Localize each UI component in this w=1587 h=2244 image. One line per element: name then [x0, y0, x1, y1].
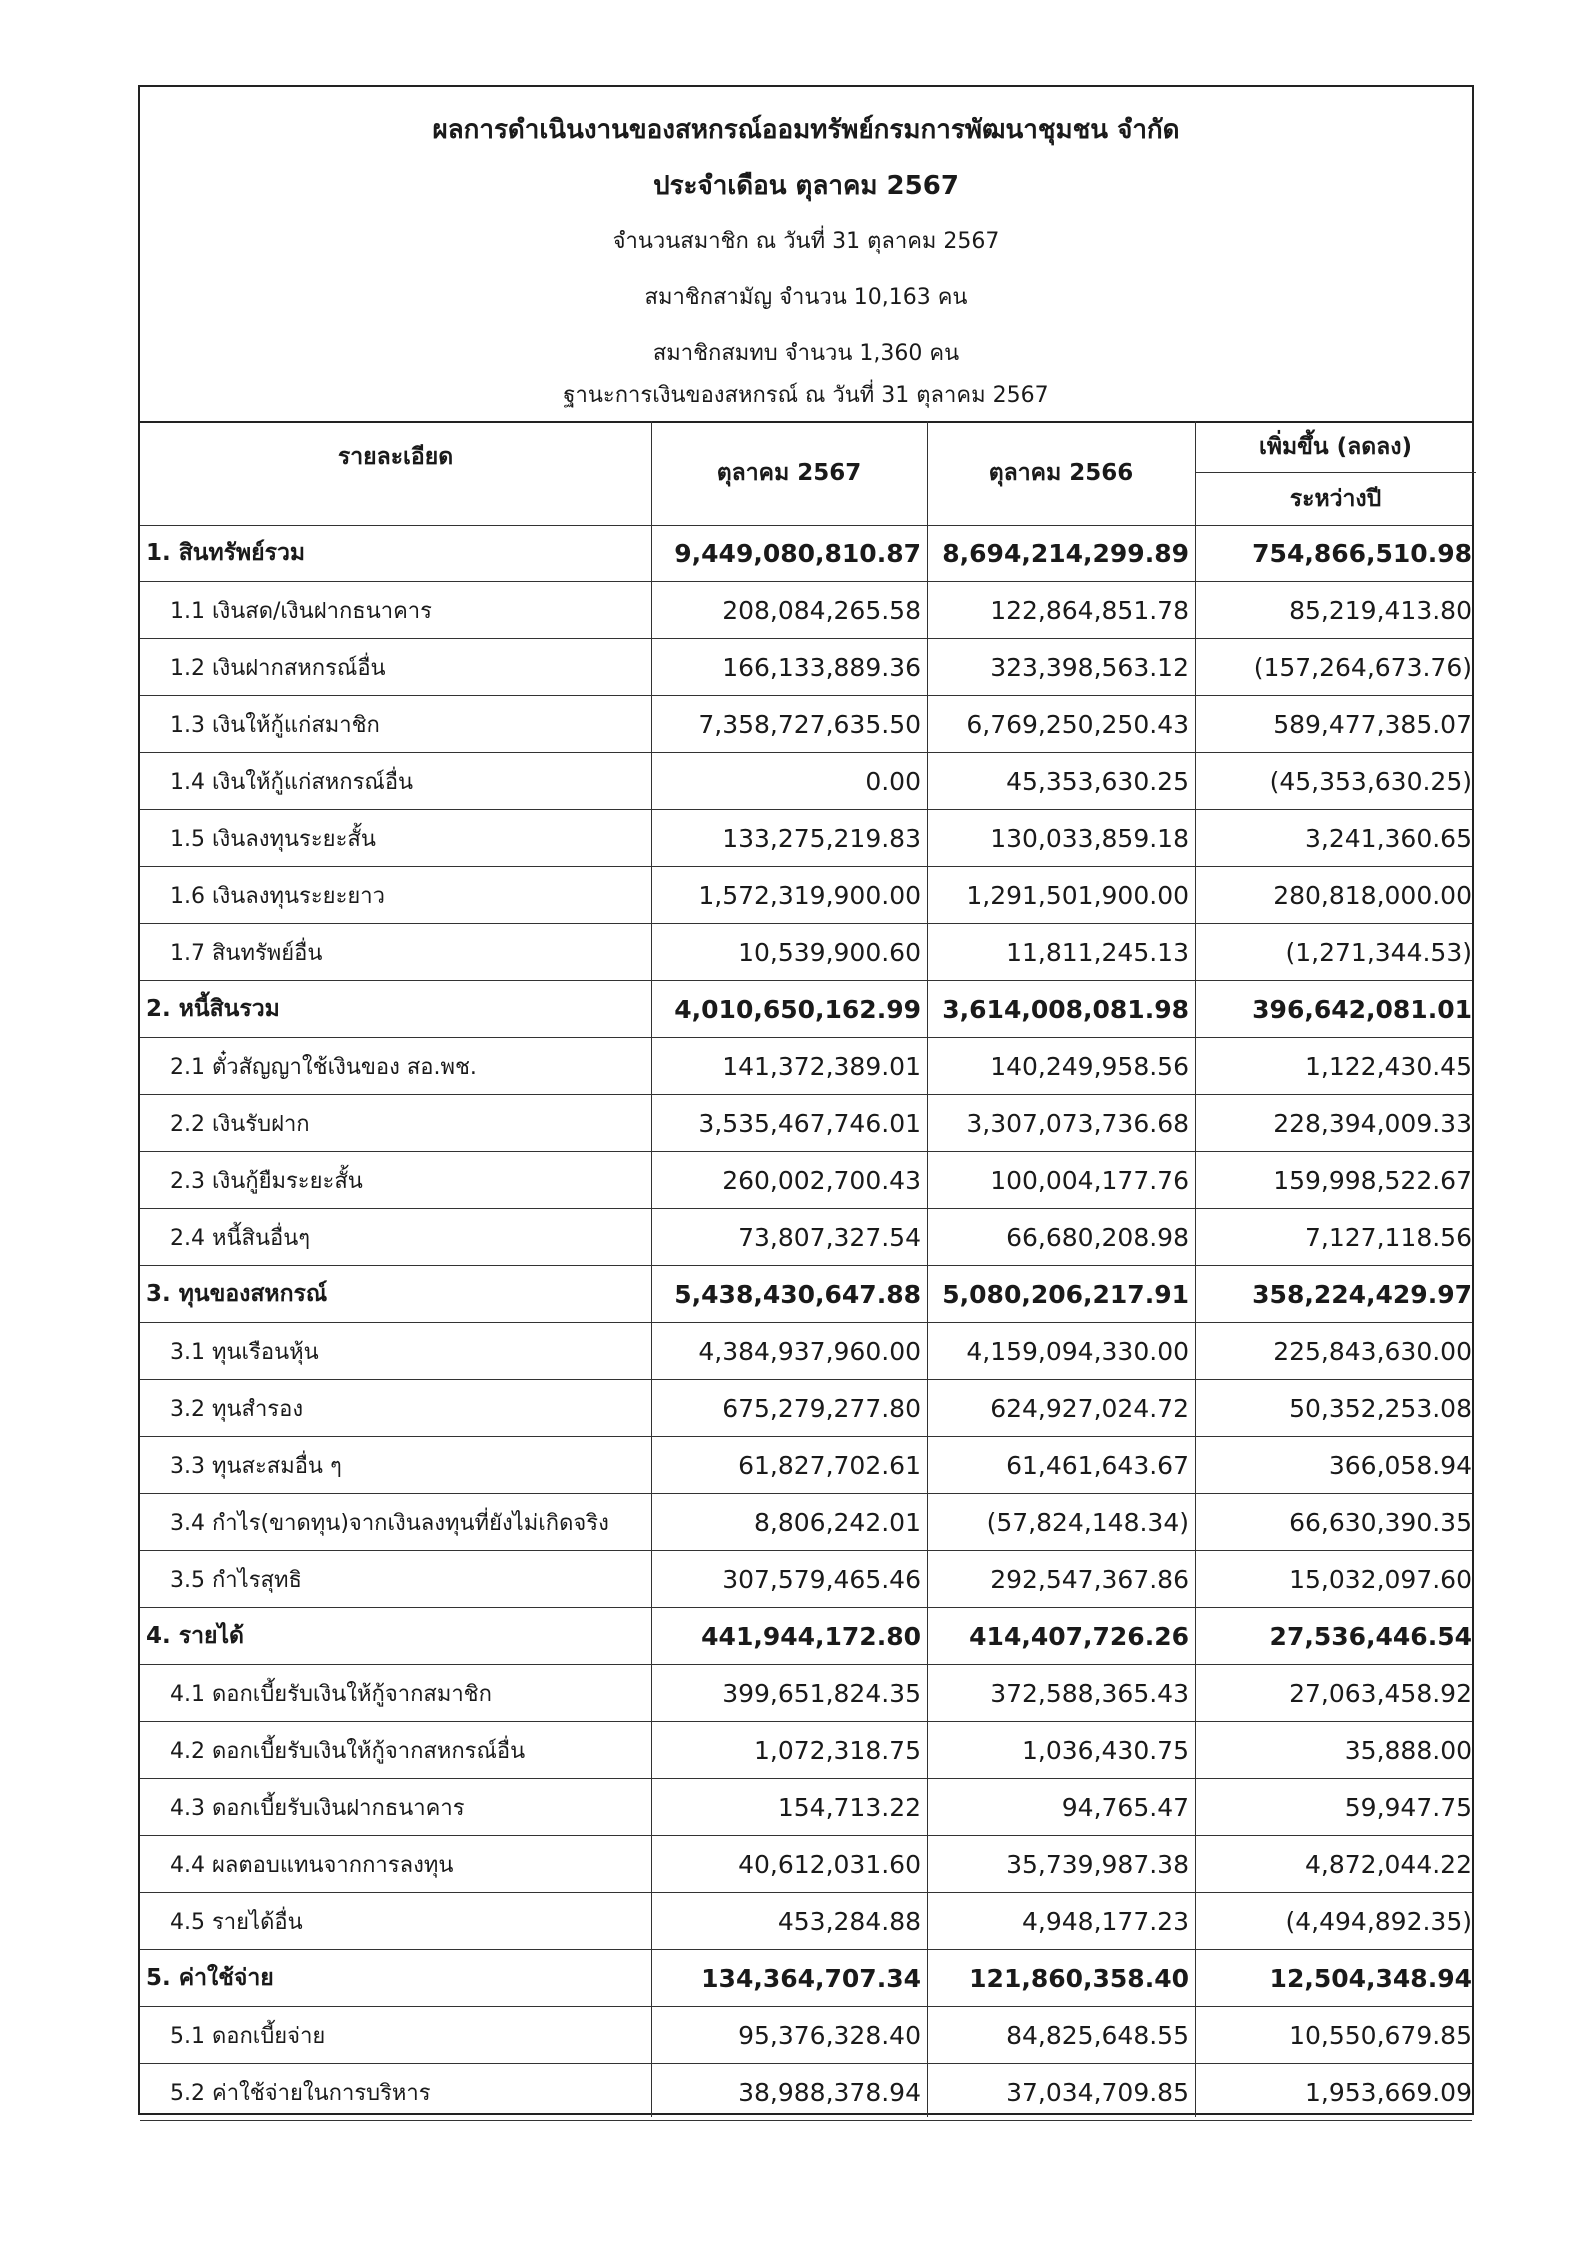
- row-label: 2.3 เงินกู้ยืมระยะสั้น: [170, 1168, 363, 1194]
- cell-previous: 3,307,073,736.68: [966, 1108, 1189, 1138]
- cell-current: 95,376,328.40: [738, 2020, 921, 2050]
- row-label: 4. รายได้: [146, 1623, 244, 1649]
- row-label: 2.1 ตั๋วสัญญาใช้เงินของ สอ.พช.: [170, 1054, 477, 1080]
- cell-previous: 11,811,245.13: [1006, 937, 1189, 967]
- associate-members: สมาชิกสมทบ จำนวน 1,360 คน: [652, 341, 960, 366]
- row-label: 1.4 เงินให้กู้แก่สหกรณ์อื่น: [170, 769, 414, 795]
- cell-change: 366,058.94: [1328, 1450, 1472, 1480]
- cell-previous: 140,249,958.56: [990, 1051, 1189, 1081]
- financial-status-date: ฐานะการเงินของสหกรณ์ ณ วันที่ 31 ตุลาคม 2567: [563, 383, 1049, 408]
- cell-change: 1,122,430.45: [1305, 1051, 1472, 1081]
- cell-change: 7,127,118.56: [1305, 1222, 1472, 1252]
- table-row: [140, 696, 1472, 753]
- cell-change: 66,630,390.35: [1289, 1507, 1472, 1537]
- table-row: [140, 1551, 1472, 1608]
- table-row: [140, 1836, 1472, 1893]
- table-row: [140, 810, 1472, 867]
- cell-previous: 66,680,208.98: [1006, 1222, 1189, 1252]
- row-label: 1.7 สินทรัพย์อื่น: [170, 940, 323, 966]
- row-label: 3.2 ทุนสำรอง: [170, 1396, 304, 1422]
- column-divider: [1195, 421, 1196, 2117]
- cell-current: 208,084,265.58: [722, 595, 921, 625]
- cell-change: 27,536,446.54: [1269, 1621, 1472, 1651]
- cell-change: 15,032,097.60: [1289, 1564, 1472, 1594]
- cell-change: 358,224,429.97: [1252, 1279, 1472, 1309]
- cell-current: 134,364,707.34: [701, 1963, 921, 1993]
- cell-current: 61,827,702.61: [738, 1450, 921, 1480]
- cell-previous: 624,927,024.72: [990, 1393, 1189, 1423]
- cell-current: 5,438,430,647.88: [674, 1279, 921, 1309]
- table-row: [140, 1038, 1472, 1095]
- cell-current: 7,358,727,635.50: [698, 709, 921, 739]
- row-label: 2. หนี้สินรวม: [146, 996, 280, 1022]
- report-period: ประจำเดือน ตุลาคม 2567: [653, 171, 959, 201]
- table-row: [140, 1266, 1472, 1323]
- cell-current: 8,806,242.01: [754, 1507, 921, 1537]
- cell-current: 38,988,378.94: [738, 2077, 921, 2107]
- row-label: 5.2 ค่าใช้จ่ายในการบริหาร: [170, 2080, 431, 2106]
- cell-current: 441,944,172.80: [701, 1621, 921, 1651]
- column-divider: [651, 421, 652, 2117]
- ordinary-members: สมาชิกสามัญ จำนวน 10,163 คน: [644, 285, 968, 310]
- table-row: [140, 2064, 1472, 2121]
- cell-change: (1,271,344.53): [1285, 937, 1472, 967]
- cell-change: 50,352,253.08: [1289, 1393, 1472, 1423]
- cell-current: 453,284.88: [777, 1906, 921, 1936]
- row-label: 2.4 หนี้สินอื่นๆ: [170, 1225, 311, 1251]
- cell-previous: 1,291,501,900.00: [966, 880, 1189, 910]
- cell-previous: 4,948,177.23: [1022, 1906, 1189, 1936]
- col-detail-header: รายละเอียด: [337, 444, 454, 470]
- cell-previous: 292,547,367.86: [990, 1564, 1189, 1594]
- cell-change: 754,866,510.98: [1252, 538, 1472, 568]
- cell-current: 141,372,389.01: [722, 1051, 921, 1081]
- cell-previous: 122,864,851.78: [990, 595, 1189, 625]
- cell-previous: 6,769,250,250.43: [966, 709, 1189, 739]
- cell-previous: 414,407,726.26: [969, 1621, 1189, 1651]
- table-row: [140, 1323, 1472, 1380]
- cell-current: 73,807,327.54: [738, 1222, 921, 1252]
- report-header: [140, 87, 1472, 423]
- row-label: 1. สินทรัพย์รวม: [146, 540, 306, 566]
- table-row: [140, 1494, 1472, 1551]
- col-change-subheader: ระหว่างปี: [1289, 486, 1382, 512]
- cell-previous: 37,034,709.85: [1006, 2077, 1189, 2107]
- table-row: [140, 2007, 1472, 2064]
- table-row: [140, 924, 1472, 981]
- cell-current: 1,572,319,900.00: [698, 880, 921, 910]
- cell-previous: 5,080,206,217.91: [942, 1279, 1189, 1309]
- cell-change: 228,394,009.33: [1273, 1108, 1472, 1138]
- column-divider: [927, 421, 928, 2117]
- row-label: 1.3 เงินให้กู้แก่สมาชิก: [170, 712, 380, 738]
- cell-current: 307,579,465.46: [722, 1564, 921, 1594]
- cell-current: 1,072,318.75: [754, 1735, 921, 1765]
- cell-change: 12,504,348.94: [1269, 1963, 1472, 1993]
- cell-change: 225,843,630.00: [1273, 1336, 1472, 1366]
- cell-previous: 1,036,430.75: [1022, 1735, 1189, 1765]
- table-row: [140, 981, 1472, 1038]
- col-current-header: ตุลาคม 2567: [716, 460, 862, 486]
- table-row: [140, 753, 1472, 810]
- cell-previous: 61,461,643.67: [1006, 1450, 1189, 1480]
- cell-previous: 130,033,859.18: [990, 823, 1189, 853]
- cell-previous: 372,588,365.43: [990, 1678, 1189, 1708]
- report-sheet: [138, 85, 1474, 2115]
- cell-previous: 8,694,214,299.89: [942, 538, 1189, 568]
- table-header: [140, 421, 1472, 526]
- row-label: 1.2 เงินฝากสหกรณ์อื่น: [170, 655, 386, 681]
- cell-change: 10,550,679.85: [1289, 2020, 1472, 2050]
- cell-change: 159,998,522.67: [1273, 1165, 1472, 1195]
- row-label: 3.5 กำไรสุทธิ: [170, 1567, 302, 1593]
- cell-change: (45,353,630.25): [1269, 766, 1472, 796]
- col-previous-header: ตุลาคม 2566: [988, 460, 1134, 486]
- row-label: 5.1 ดอกเบี้ยจ่าย: [170, 2023, 326, 2049]
- cell-current: 399,651,824.35: [722, 1678, 921, 1708]
- cell-change: 1,953,669.09: [1305, 2077, 1472, 2107]
- cell-previous: 121,860,358.40: [969, 1963, 1189, 1993]
- cell-current: 133,275,219.83: [722, 823, 921, 853]
- cell-current: 0.00: [865, 766, 921, 796]
- cell-change: 3,241,360.65: [1305, 823, 1472, 853]
- cell-current: 154,713.22: [777, 1792, 921, 1822]
- table-row: [140, 1893, 1472, 1950]
- table-row: [140, 867, 1472, 924]
- cell-change: (157,264,673.76): [1253, 652, 1472, 682]
- cell-change: 59,947.75: [1344, 1792, 1472, 1822]
- cell-current: 3,535,467,746.01: [698, 1108, 921, 1138]
- table-row: [140, 1209, 1472, 1266]
- row-label: 4.2 ดอกเบี้ยรับเงินให้กู้จากสหกรณ์อื่น: [170, 1738, 526, 1764]
- table-row: [140, 1095, 1472, 1152]
- row-label: 4.3 ดอกเบี้ยรับเงินฝากธนาคาร: [170, 1795, 465, 1821]
- cell-previous: 4,159,094,330.00: [966, 1336, 1189, 1366]
- table-row: [140, 1437, 1472, 1494]
- row-label: 1.5 เงินลงทุนระยะสั้น: [170, 826, 376, 852]
- table-row: [140, 1152, 1472, 1209]
- table-row: [140, 1950, 1472, 2007]
- cell-change: 35,888.00: [1344, 1735, 1472, 1765]
- report-title: ผลการดำเนินงานของสหกรณ์ออมทรัพย์กรมการพัฒนาชุมชน จำกัด: [432, 115, 1180, 145]
- table-row: [140, 1380, 1472, 1437]
- row-label: 4.5 รายได้อื่น: [170, 1909, 303, 1935]
- row-label: 4.1 ดอกเบี้ยรับเงินให้กู้จากสมาชิก: [170, 1681, 492, 1707]
- row-label: 3.4 กำไร(ขาดทุน)จากเงินลงทุนที่ยังไม่เกิดจริง: [170, 1510, 609, 1536]
- row-label: 5. ค่าใช้จ่าย: [146, 1965, 274, 1991]
- table-row: [140, 1608, 1472, 1665]
- table-row: [140, 525, 1472, 582]
- table-row: [140, 582, 1472, 639]
- row-label: 3.1 ทุนเรือนหุ้น: [170, 1339, 319, 1365]
- cell-previous: 323,398,563.12: [990, 652, 1189, 682]
- row-label: 3.3 ทุนสะสมอื่น ๆ: [170, 1453, 342, 1479]
- cell-change: 4,872,044.22: [1305, 1849, 1472, 1879]
- cell-change: 396,642,081.01: [1252, 994, 1472, 1024]
- cell-previous: 100,004,177.76: [990, 1165, 1189, 1195]
- cell-current: 675,279,277.80: [722, 1393, 921, 1423]
- cell-change: 589,477,385.07: [1273, 709, 1472, 739]
- cell-current: 4,384,937,960.00: [698, 1336, 921, 1366]
- row-label: 3. ทุนของสหกรณ์: [146, 1281, 328, 1307]
- table-row: [140, 1665, 1472, 1722]
- cell-current: 10,539,900.60: [738, 937, 921, 967]
- cell-change: 27,063,458.92: [1289, 1678, 1472, 1708]
- cell-previous: (57,824,148.34): [986, 1507, 1189, 1537]
- col-change-header: เพิ่มขึ้น (ลดลง): [1195, 421, 1476, 473]
- row-label: 1.1 เงินสด/เงินฝากธนาคาร: [170, 598, 432, 624]
- cell-current: 260,002,700.43: [722, 1165, 921, 1195]
- row-label: 1.6 เงินลงทุนระยะยาว: [170, 883, 385, 909]
- cell-previous: 94,765.47: [1061, 1792, 1189, 1822]
- table-row: [140, 639, 1472, 696]
- table-row: [140, 1779, 1472, 1836]
- cell-previous: 84,825,648.55: [1006, 2020, 1189, 2050]
- cell-previous: 35,739,987.38: [1006, 1849, 1189, 1879]
- cell-current: 40,612,031.60: [738, 1849, 921, 1879]
- cell-change: 280,818,000.00: [1273, 880, 1472, 910]
- cell-current: 4,010,650,162.99: [674, 994, 921, 1024]
- cell-previous: 3,614,008,081.98: [942, 994, 1189, 1024]
- cell-change: 85,219,413.80: [1289, 595, 1472, 625]
- cell-previous: 45,353,630.25: [1006, 766, 1189, 796]
- cell-current: 9,449,080,810.87: [674, 538, 921, 568]
- cell-change: (4,494,892.35): [1285, 1906, 1472, 1936]
- members-date: จำนวนสมาชิก ณ วันที่ 31 ตุลาคม 2567: [612, 229, 1000, 254]
- table-row: [140, 1722, 1472, 1779]
- row-label: 4.4 ผลตอบแทนจากการลงทุน: [170, 1852, 454, 1878]
- cell-current: 166,133,889.36: [722, 652, 921, 682]
- row-label: 2.2 เงินรับฝาก: [170, 1111, 310, 1137]
